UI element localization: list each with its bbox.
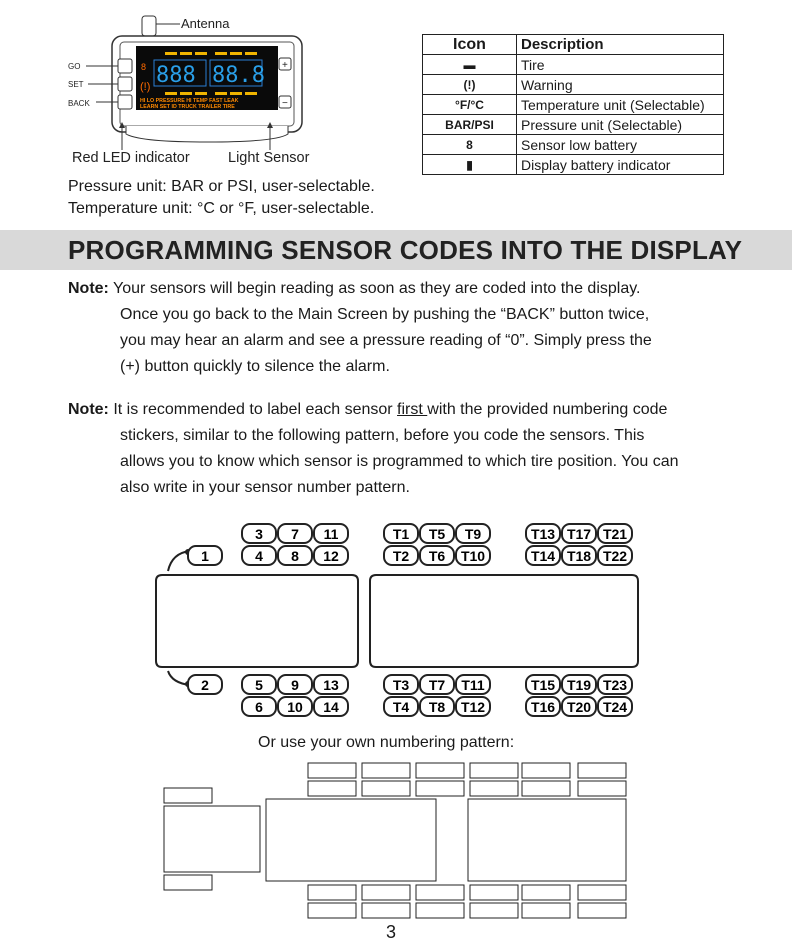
lcd-status-line-2: LEARN SET ID TRUCK TRAILER TIRE [140, 104, 235, 110]
tire-icon: ▬ [423, 55, 517, 75]
note-2-line-3: allows you to know which sensor is programmed to which tire position. You can [120, 453, 679, 470]
sensor-number-label [456, 675, 490, 694]
note-1-line-4: (+) button quickly to silence the alarm. [120, 358, 390, 375]
sensor-number-label [314, 546, 348, 565]
table-row [423, 135, 724, 155]
svg-text:T15: T15 [530, 677, 556, 693]
sensor-number-label [562, 524, 596, 543]
blank-label-box[interactable] [164, 788, 212, 803]
note-1-line-1: Your sensors will begin reading as soon as they are coded into the display. [113, 280, 641, 297]
note-1 [68, 276, 768, 380]
description-cell: Display battery indicator [517, 155, 724, 175]
blank-label-box[interactable] [578, 903, 626, 918]
description-cell: Temperature unit (Selectable) [517, 95, 724, 115]
minus-button[interactable] [279, 96, 291, 109]
sensor-number-label [526, 546, 560, 565]
svg-text:8: 8 [291, 548, 299, 564]
svg-text:T1: T1 [392, 526, 410, 542]
warning-icon: (!) [423, 75, 517, 95]
sensor-number-label [188, 546, 222, 565]
blank-label-box[interactable] [308, 763, 356, 778]
sensor-numbering-pattern [150, 515, 650, 725]
sensor-number-label [456, 546, 490, 565]
svg-text:7: 7 [291, 526, 299, 542]
svg-text:T5: T5 [428, 526, 446, 542]
antenna-graphic [142, 16, 156, 36]
sensor-number-label [420, 546, 454, 565]
table-row [423, 95, 724, 115]
blank-label-box[interactable] [578, 885, 626, 900]
display-battery-icon: ▮ [423, 155, 517, 175]
sensor-number-label [242, 697, 276, 716]
blank-label-box[interactable] [416, 885, 464, 900]
sensor-number-label [314, 697, 348, 716]
description-cell: Pressure unit (Selectable) [517, 115, 724, 135]
table-row [423, 155, 724, 175]
svg-text:T19: T19 [566, 677, 592, 693]
svg-text:T17: T17 [566, 526, 592, 542]
sensor-number-label [562, 697, 596, 716]
lcd-status-line-1: HI LO PRESSURE HI TEMP FAST LEAK [140, 98, 239, 104]
svg-text:T23: T23 [602, 677, 628, 693]
sensor-number-label [420, 524, 454, 543]
blank-label-box[interactable] [416, 781, 464, 796]
note-2-line-1b: with the provided numbering code [427, 401, 668, 418]
temperature-unit-caption: Temperature unit: °C or °F, user-selectable. [68, 200, 375, 217]
note-2-line-2: stickers, similar to the following pattern, before you code the sensors. This [120, 427, 645, 444]
sensor-number-label [456, 697, 490, 716]
blank-label-box[interactable] [470, 781, 518, 796]
blank-label-box[interactable] [362, 763, 410, 778]
sensor-number-label [314, 675, 348, 694]
svg-text:T22: T22 [602, 548, 628, 564]
blank-label-box[interactable] [362, 781, 410, 796]
svg-text:T14: T14 [530, 548, 556, 564]
sensor-number-label [526, 524, 560, 543]
unit-captions [68, 176, 375, 220]
svg-text:T13: T13 [530, 526, 556, 542]
sensor-number-label [598, 675, 632, 694]
svg-text:5: 5 [255, 677, 263, 693]
blank-truck-cab [164, 806, 260, 872]
svg-text:2: 2 [201, 677, 209, 693]
svg-text:T3: T3 [392, 677, 410, 693]
svg-text:T24: T24 [602, 699, 628, 715]
sensor-number-label [598, 546, 632, 565]
svg-text:T8: T8 [428, 699, 446, 715]
note-1-line-2: Once you go back to the Main Screen by pushing the “BACK” button twice, [120, 306, 650, 323]
blank-label-box[interactable] [416, 763, 464, 778]
light-sensor-label: Light Sensor [228, 150, 310, 166]
description-cell: Tire [517, 55, 724, 75]
svg-text:T9: T9 [464, 526, 482, 542]
note-label: Note: [68, 280, 109, 297]
lcd-digits-right: 88.8 [212, 63, 265, 88]
blank-label-box[interactable] [522, 781, 570, 796]
note-label: Note: [68, 401, 109, 418]
blank-label-box[interactable] [470, 903, 518, 918]
sensor-number-label [278, 546, 312, 565]
blank-label-box[interactable] [362, 903, 410, 918]
sensor-number-label [384, 675, 418, 694]
sensor-number-label [598, 524, 632, 543]
sensor-number-label [188, 675, 222, 694]
blank-trailer-body [468, 799, 626, 881]
svg-text:T4: T4 [392, 699, 410, 715]
svg-text:6: 6 [255, 699, 263, 715]
svg-text:T18: T18 [566, 548, 592, 564]
note-2-line-4: also write in your sensor number pattern. [120, 479, 410, 496]
sensor-number-label [526, 675, 560, 694]
description-column-header: Description [517, 35, 724, 55]
sensor-number-label [278, 675, 312, 694]
blank-label-box[interactable] [578, 763, 626, 778]
sensor-number-label [242, 675, 276, 694]
go-label: GO [68, 62, 81, 71]
table-row [423, 75, 724, 95]
sensor-number-label [526, 697, 560, 716]
plus-label: + [282, 60, 288, 71]
blank-truck-body [266, 799, 436, 881]
blank-label-box[interactable] [308, 781, 356, 796]
sensor-number-label [384, 697, 418, 716]
plus-button[interactable] [279, 58, 291, 71]
table-row [423, 115, 724, 135]
svg-text:9: 9 [291, 677, 299, 693]
sensor-number-label [420, 675, 454, 694]
section-title: PROGRAMMING SENSOR CODES INTO THE DISPLAY [68, 235, 743, 265]
go-button[interactable] [68, 59, 132, 73]
note-1-line-3: you may hear an alarm and see a pressure reading of “0”. Simply press the [120, 332, 652, 349]
blank-label-box[interactable] [416, 903, 464, 918]
sensor-battery-icon: 8 [423, 135, 517, 155]
table-header-row [423, 35, 724, 55]
blank-label-box[interactable] [164, 875, 212, 890]
note-2-underlined-word: first [397, 401, 428, 418]
blank-label-box[interactable] [470, 885, 518, 900]
svg-text:12: 12 [323, 548, 339, 564]
sensor-number-label [242, 524, 276, 543]
sensor-number-label [562, 546, 596, 565]
blank-label-box[interactable] [308, 903, 356, 918]
description-cell: Warning [517, 75, 724, 95]
antenna-label: Antenna [181, 16, 230, 31]
svg-text:T10: T10 [460, 548, 486, 564]
icon-description-table [422, 34, 724, 175]
sensor-number-label [278, 524, 312, 543]
svg-text:10: 10 [287, 699, 303, 715]
svg-text:T11: T11 [461, 677, 485, 693]
warning-icon: (!) [140, 81, 151, 93]
svg-text:11: 11 [323, 526, 339, 542]
sensor-number-label [314, 524, 348, 543]
lcd-digits-left: 888 [156, 63, 196, 88]
set-label: SET [68, 80, 84, 89]
svg-text:T12: T12 [460, 699, 486, 715]
note-2-line-1a: It is recommended to label each sensor [113, 401, 398, 418]
sensor-number-label [242, 546, 276, 565]
svg-text:14: 14 [323, 699, 339, 715]
sensor-number-label [384, 546, 418, 565]
pressure-unit-icon: BAR/PSI [423, 115, 517, 135]
blank-label-box[interactable] [522, 885, 570, 900]
blank-label-box[interactable] [522, 763, 570, 778]
pressure-unit-caption: Pressure unit: BAR or PSI, user-selectable. [68, 178, 375, 195]
svg-text:T20: T20 [566, 699, 592, 715]
sensor-number-label [278, 697, 312, 716]
trailer-body [370, 575, 638, 667]
note-2 [68, 397, 768, 501]
sensor-number-label [420, 697, 454, 716]
sensor-number-label [384, 524, 418, 543]
page-number: 3 [386, 922, 397, 942]
own-pattern-label: Or use your own numbering pattern: [258, 734, 515, 751]
blank-label-box[interactable] [362, 885, 410, 900]
sensor-number-label [456, 524, 490, 543]
back-label: BACK [68, 99, 90, 108]
minus-label: − [282, 98, 288, 109]
truck-body [156, 575, 358, 667]
svg-text:4: 4 [255, 548, 263, 564]
svg-text:3: 3 [255, 526, 263, 542]
set-button[interactable] [68, 77, 132, 91]
back-button[interactable] [68, 95, 132, 109]
svg-text:T21: T21 [602, 526, 628, 542]
sensor-number-label [598, 697, 632, 716]
table-row [423, 55, 724, 75]
icon-column-header: Icon [423, 35, 517, 55]
svg-text:13: 13 [323, 677, 339, 693]
blank-label-box[interactable] [308, 885, 356, 900]
svg-text:T7: T7 [428, 677, 446, 693]
blank-label-box[interactable] [578, 781, 626, 796]
blank-label-box[interactable] [522, 903, 570, 918]
blank-label-box[interactable] [470, 763, 518, 778]
svg-text:T6: T6 [428, 548, 446, 564]
svg-text:1: 1 [201, 548, 209, 564]
tire-warning-icon: 8 [141, 62, 147, 72]
red-led-label: Red LED indicator [72, 150, 190, 166]
blank-numbering-pattern [150, 755, 650, 925]
temperature-unit-icon: °F/°C [423, 95, 517, 115]
svg-text:T2: T2 [392, 548, 410, 564]
description-cell: Sensor low battery [517, 135, 724, 155]
svg-text:T16: T16 [530, 699, 556, 715]
sensor-number-label [562, 675, 596, 694]
